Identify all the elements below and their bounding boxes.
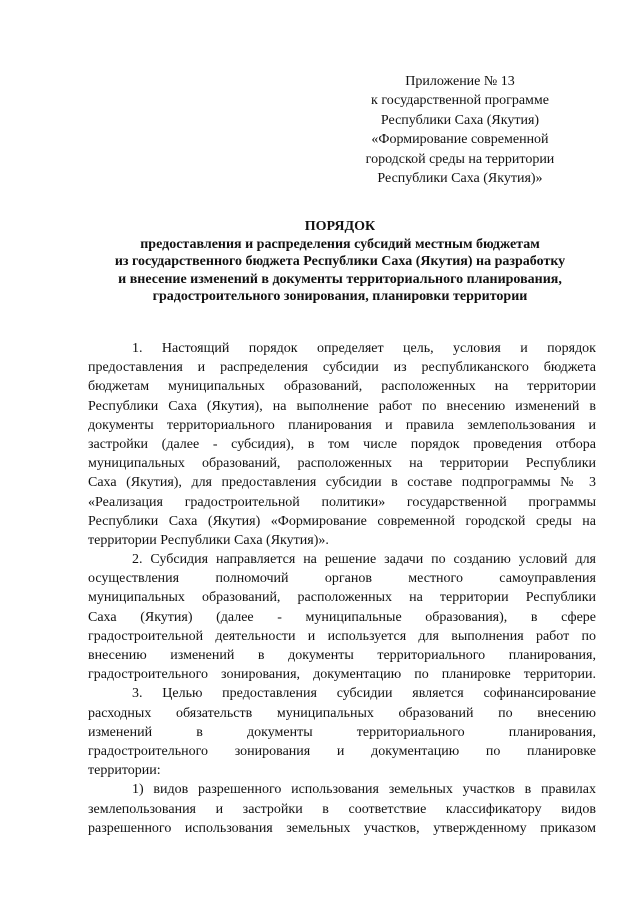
paragraph-line: градостроительного зонирования и документацию по планировке [88,743,596,759]
paragraph-line: разрешенного использования земельных участков, утвержденному приказом [88,820,596,836]
paragraph-line: муниципальных образований, расположенных на территории Республики [88,456,596,472]
paragraph-line: 2. Субсидия направляется на решение задачи по созданию условий для [132,552,596,568]
paragraph-line: муниципальных образований, расположенных на территории Республики [88,590,596,606]
title-subtitle-line: из государственного бюджета Республики Саха (Якутия) на разработку [114,254,566,270]
paragraph-line: осуществления полномочий органов местного самоуправления [88,571,596,587]
paragraph-line: расходных обязательств муниципальных образований по внесению [88,705,596,721]
appendix-line: к государственной программе [371,93,549,109]
appendix-line: городской среды на территории [365,151,555,167]
title-subtitle-line: градостроительного зонирования, планировки территории [152,288,528,304]
paragraph-line: градостроительного зонирования, документацию по планировке территории. [88,667,596,683]
paragraph-line: 1) видов разрешенного использования земельных участков в правилах [132,782,596,798]
document-title [80,218,600,305]
appendix-line: Приложение № 13 [405,74,515,89]
title-heading: ПОРЯДОК [304,219,376,234]
paragraph-line: Саха (Якутия) (далее - муниципальные образования), в сфере [88,609,596,625]
title-subtitle-line: и внесение изменений в документы территориального планирования, [118,271,562,287]
paragraph-line: 1. Настоящий порядок определяет цель, условия и порядок [132,341,596,356]
paragraph-line: бюджетам муниципальных образований, расположенных на территории [88,379,596,395]
paragraph-line: изменений в документы территориального планирования, [88,724,596,740]
paragraph-line: 3. Целью предоставления субсидии является софинансирование [132,686,596,702]
paragraph-line: землепользования и застройки в соответствие классификатору видов [88,801,596,817]
paragraph-line: Саха (Якутия), для предоставления субсидии в составе подпрограммы № 3 [88,475,596,491]
paragraph-line: территории: [88,763,161,779]
appendix-line: Республики Саха (Якутия)» [377,171,543,187]
appendix-line: «Формирование современной [371,132,549,148]
paragraph-line: застройки (далее - субсидия), в том числе порядок проведения отбора [88,436,596,452]
paragraph-line: документы территориального планирования и правила землепользования и [88,417,596,433]
document-body [88,339,596,838]
paragraph-line: градостроительной деятельности и используется для выполнения работ по [88,628,596,644]
title-subtitle-line: предоставления и распределения субсидий местным бюджетам [140,237,540,253]
paragraph-line: Республики Саха (Якутия), на выполнение работ по внесению изменений в [88,398,596,414]
appendix-line: Республики Саха (Якутия) [380,112,540,128]
paragraph-line: «Реализация градостроительной политики» государственной программы [88,494,596,510]
paragraph-line: внесению изменений в документы территориального планирования, [88,648,596,663]
paragraph-line: Республики Саха (Якутия) «Формирование современной городской среды на [88,513,596,529]
paragraph-line: предоставления и распределения субсидии из республиканского бюджета [88,360,596,376]
paragraph-line: территории Республики Саха (Якутия)». [88,532,329,548]
appendix-note [345,72,575,188]
